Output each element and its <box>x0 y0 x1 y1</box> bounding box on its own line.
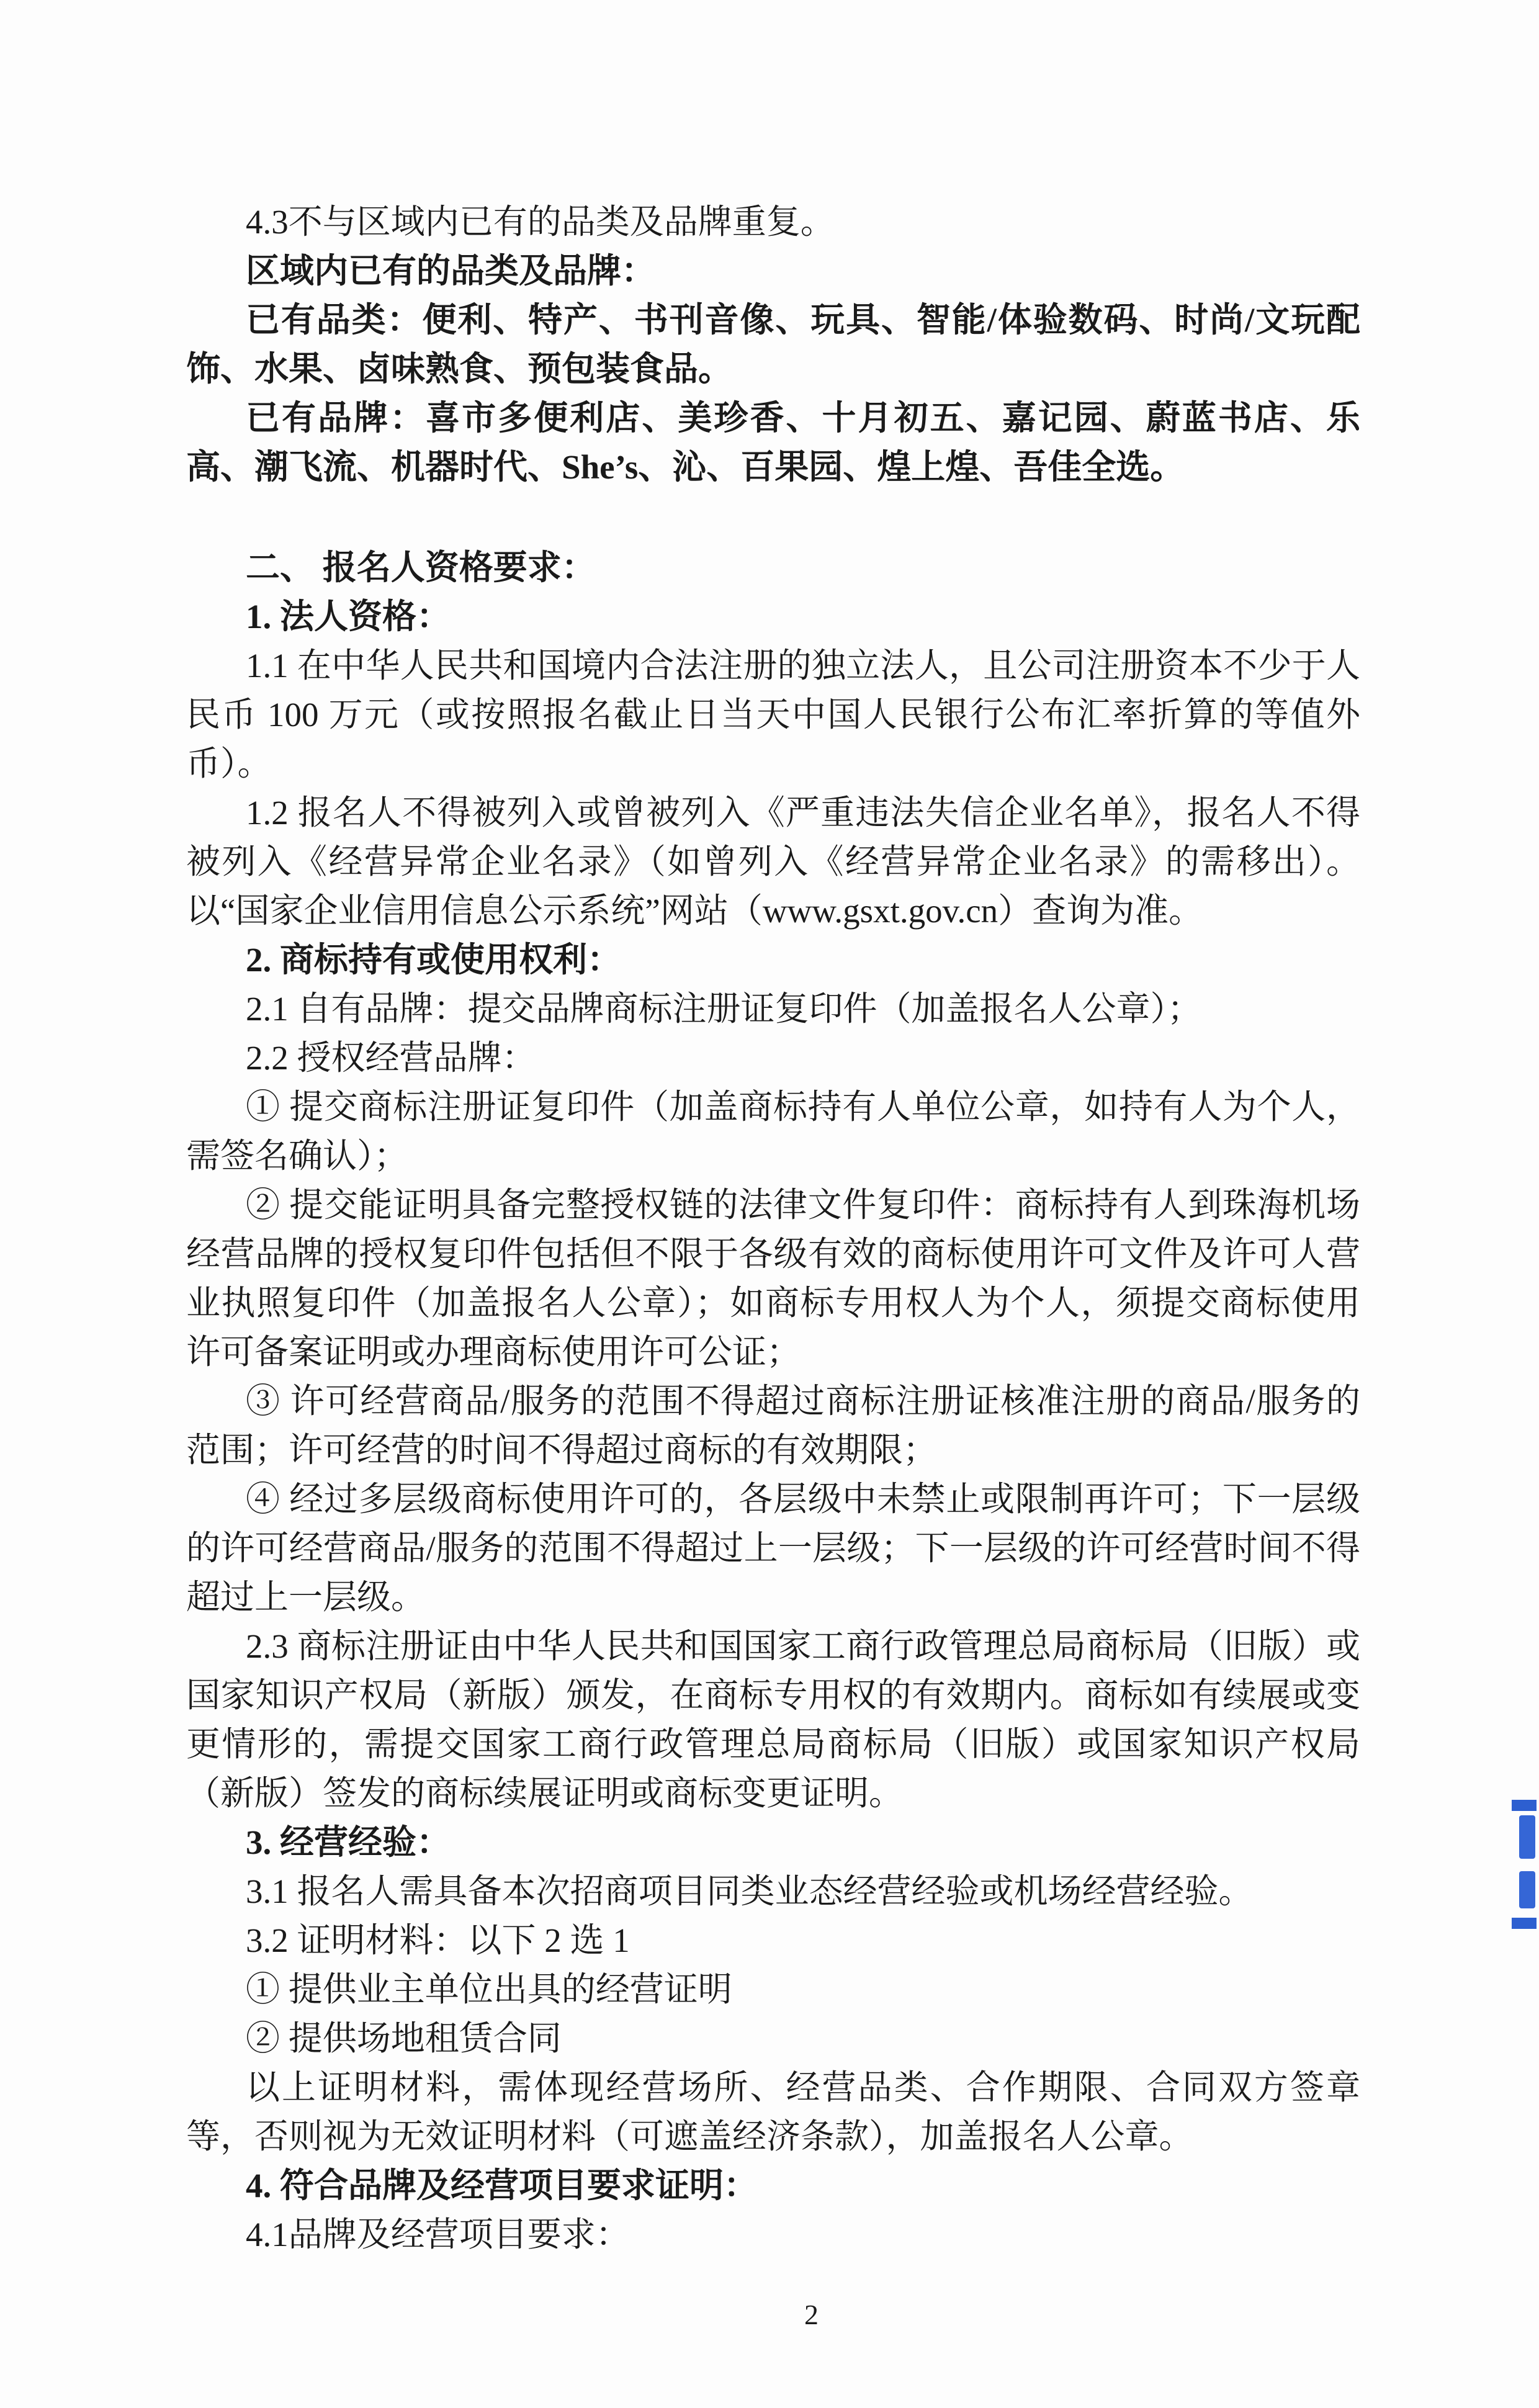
paragraph: ② 提供场地租赁合同 <box>246 2019 562 2057</box>
paragraph: 2.3 商标注册证由中华人民共和国国家工商行政管理总局商标局（旧版）或国家知识产权局（新版）颁发，在商标专用权的有效期内。商标如有续展或变更情形的，需提交国家工商行政管理总局商标局（旧版）或国家知识产权局（新版）签发的商标续展证明或商标变更证明。 <box>186 1627 1360 1812</box>
section-heading: 已有品牌：喜市多便利店、美珍香、十月初五、嘉记园、蔚蓝书店、乐高、潮飞流、机器时代、She’s、沁、百果园、煌上煌、吾佳全选。 <box>186 399 1360 486</box>
section-heading: 区域内已有的品类及品牌： <box>246 252 656 290</box>
partial-seal-stamp <box>1512 1800 1539 1930</box>
paragraph: ④ 经过多层级商标使用许可的，各层级中未禁止或限制再许可；下一层级的许可经营商品/服务的范围不得超过上一层级；下一层级的许可经营时间不得超过上一层级。 <box>186 1480 1360 1616</box>
paragraph: ① 提供业主单位出具的经营证明 <box>246 1970 732 2008</box>
paragraph: 2.1 自有品牌：提交品牌商标注册证复印件（加盖报名人公章）； <box>246 990 1202 1028</box>
paragraph: 4.1品牌及经营项目要求： <box>246 2216 630 2253</box>
document-body <box>186 0 1360 2259</box>
section-heading: 3. 经营经验： <box>246 1823 451 1861</box>
paragraph: 1.1 在中华人民共和国境内合法注册的独立法人，且公司注册资本不少于人民币 100 万元（或按照报名截止日当天中国人民银行公布汇率折算的等值外币）。 <box>186 647 1360 783</box>
seal-stroke <box>1519 1871 1535 1908</box>
paragraph: 1.2 报名人不得被列入或曾被列入《严重违法失信企业名单》，报名人不得被列入《经营异常企业名录》（如曾列入《经营异常企业名录》的需移出）。以“国家企业信用信息公示系统”网站（www.gsxt.gov.cn）查询为准。 <box>186 794 1360 930</box>
seal-stroke <box>1512 1800 1537 1811</box>
page-number: 2 <box>804 2299 819 2330</box>
paragraph: 以上证明材料，需体现经营场所、经营品类、合作期限、合同双方签章等，否则视为无效证明材料（可遮盖经济条款），加盖报名人公章。 <box>186 2069 1360 2155</box>
paragraph: ② 提交能证明具备完整授权链的法律文件复印件：商标持有人到珠海机场经营品牌的授权复印件包括但不限于各级有效的商标使用许可文件及许可人营业执照复印件（加盖报名人公章）；如商标专用权人为个人，须提交商标使用许可备案证明或办理商标使用许可公证； <box>186 1186 1360 1371</box>
paragraph: 3.1 报名人需具备本次招商项目同类业态经营经验或机场经营经验。 <box>246 1872 1253 1910</box>
seal-stroke <box>1512 1918 1537 1929</box>
section-gap <box>186 492 1360 543</box>
section-heading: 4. 符合品牌及经营项目要求证明： <box>246 2167 758 2204</box>
section-heading: 二、 报名人资格要求： <box>246 549 596 586</box>
section-heading: 1. 法人资格： <box>246 598 451 636</box>
paragraph: 3.2 证明材料：以下 2 选 1 <box>246 1921 630 1959</box>
paragraph: 2.2 授权经营品牌： <box>246 1039 536 1077</box>
section-heading: 2. 商标持有或使用权利： <box>246 941 622 979</box>
paragraph: ③ 许可经营商品/服务的范围不得超过商标注册证核准注册的商品/服务的范围；许可经营的时间不得超过商标的有效期限； <box>186 1382 1360 1469</box>
paragraph: ① 提交商标注册证复印件（加盖商标持有人单位公章，如持有人为个人，需签名确认）； <box>186 1088 1360 1175</box>
section-heading: 已有品类：便利、特产、书刊音像、玩具、智能/体验数码、时尚/文玩配饰、水果、卤味熟食、预包装食品。 <box>186 301 1360 388</box>
seal-stroke <box>1519 1815 1535 1859</box>
paragraph: 4.3不与区域内已有的品类及品牌重复。 <box>246 203 835 241</box>
